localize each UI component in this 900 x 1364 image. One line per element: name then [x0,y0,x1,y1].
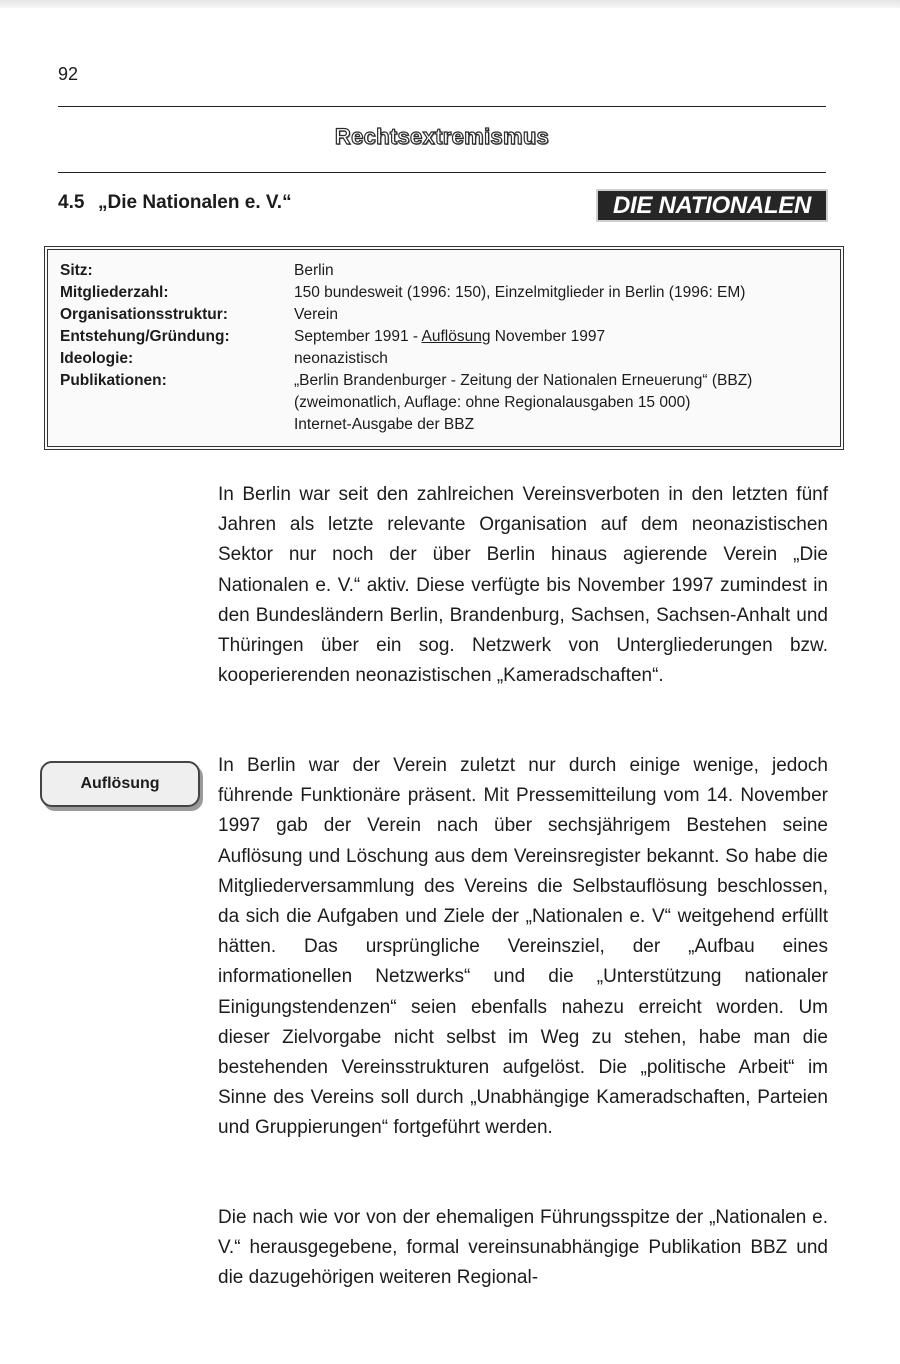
fact-value [294,326,605,348]
header-rule-bottom [58,172,826,173]
paragraph-3: Die nach wie vor von der ehemaligen Führungsspitze der „Nationalen e. V.“ herausgegebene, formal vereinsunabhängige Publikation BBZ und die dazugehörigen weiteren Regional- [218,1207,828,1289]
fact-box [44,246,844,450]
fact-value: 150 bundesweit (1996: 150), Einzelmitglieder in Berlin (1996: EM) [294,284,746,301]
fact-label: Organisationsstruktur: [60,306,228,323]
organisation-logo: DIE NATIONALEN [596,189,828,222]
fact-value-part: September 1991 - [294,328,422,345]
fact-label: Sitz: [60,262,93,279]
fact-value: neonazistisch [294,350,388,367]
fact-value: „Berlin Brandenburger - Zeitung der Nationalen Erneuerung“ (BBZ) [294,372,753,389]
fact-label: Entstehung/Gründung: [60,328,230,345]
fact-value: Berlin [294,262,334,279]
fact-value-part: November 1997 [490,328,606,345]
section-number: 4.5 [58,192,85,213]
header-rule-top [58,106,826,107]
fact-value: Verein [294,306,338,323]
page-number: 92 [58,64,79,84]
section-title: „Die Nationalen e. V.“ [98,192,292,213]
margin-tag-aufloesung: Auflösung [40,761,200,807]
fact-value: (zweimonatlich, Auflage: ohne Regionalausgaben 15 000) [294,394,691,411]
page-top-band [0,0,900,8]
running-head: Rechtsextremismus [334,124,550,149]
section-heading [58,192,292,214]
fact-label: Ideologie: [60,350,134,367]
fact-value: Internet-Ausgabe der BBZ [294,416,475,433]
aufloesung-link-text: Auflösung [421,328,491,345]
fact-label: Publikationen: [60,372,167,389]
paragraph-2: In Berlin war der Verein zuletzt nur durch einige wenige, jedoch führende Funktionäre präsent. Mit Pressemitteilung vom 14. November 1997 gab der Verein nach über sechsjährigem Bestehen seine Auflösung und Löschung aus dem Vereinsregister bekannt. So habe die Mitgliederversammlung des Vereins die Selbstauflösung beschlossen, da sich die Aufgaben und Ziele der „Nationalen e. V“ weitgehend erfüllt hätten. Das ursprüngliche Vereinsziel, der „Aufbau eines informationellen Netzwerks“ und die „Unterstützung nationaler Einigungstendenzen“ seien ebenfalls nahezu erreicht worden. Um dieser Zielvorgabe nicht selbst im Weg zu stehen, habe man die bestehenden Vereinsstrukturen aufgelöst. Die „politische Arbeit“ im Sinne des Vereins soll durch „Unabhängige Kameradschaften, Parteien und Gruppierungen“ fortgeführt werden. [218,755,828,1139]
paragraph-1: In Berlin war seit den zahlreichen Vereinsverboten in den letzten fünf Jahren als letzte relevante Organisation auf dem neonazistischen Sektor nur noch der über Berlin hinaus agierende Verein „Die Nationalen e. V.“ aktiv. Diese verfügte bis November 1997 zumindest in den Bundesländern Berlin, Brandenburg, Sachsen, Sachsen-Anhalt und Thüringen über ein sog. Netzwerk von Untergliederungen bzw. kooperierenden neonazistischen „Kameradschaften“. [218,484,828,687]
fact-label: Mitgliederzahl: [60,284,169,301]
